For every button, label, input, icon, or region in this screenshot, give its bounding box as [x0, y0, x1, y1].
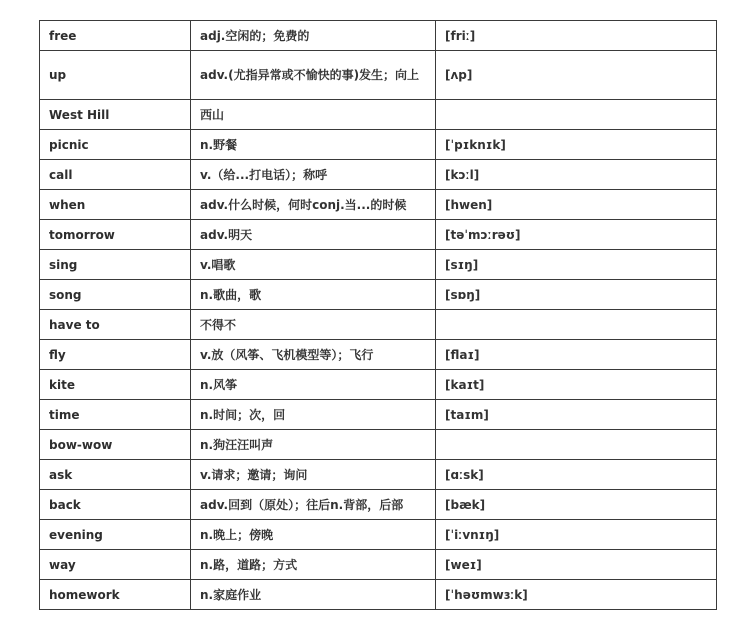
word-cell: sing [40, 250, 191, 280]
table-row [40, 340, 717, 370]
table-row [40, 550, 717, 580]
meaning-cell: v.放（风筝、飞机模型等）；飞行 [191, 340, 436, 370]
table-row [40, 250, 717, 280]
meaning-cell: 不得不 [191, 310, 436, 340]
word-cell: have to [40, 310, 191, 340]
word-cell: up [40, 51, 191, 100]
phonetic-cell [436, 430, 717, 460]
table-row [40, 100, 717, 130]
table-row [40, 220, 717, 250]
meaning-cell: v.唱歌 [191, 250, 436, 280]
table-row [40, 460, 717, 490]
meaning-cell: n.晚上；傍晚 [191, 520, 436, 550]
meaning-cell: adj.空闲的；免费的 [191, 21, 436, 51]
phonetic-cell: [kaɪt] [436, 370, 717, 400]
meaning-cell: 西山 [191, 100, 436, 130]
table-row [40, 130, 717, 160]
phonetic-cell: [sɪŋ] [436, 250, 717, 280]
table-row [40, 520, 717, 550]
meaning-cell: n.路，道路；方式 [191, 550, 436, 580]
word-cell: free [40, 21, 191, 51]
word-cell: way [40, 550, 191, 580]
vocabulary-table [39, 20, 717, 610]
word-cell: tomorrow [40, 220, 191, 250]
word-cell: West Hill [40, 100, 191, 130]
table-row [40, 310, 717, 340]
meaning-cell: adv.回到（原处）；往后n.背部，后部 [191, 490, 436, 520]
table-row [40, 370, 717, 400]
table-row [40, 190, 717, 220]
word-cell: picnic [40, 130, 191, 160]
phonetic-cell: [sɒŋ] [436, 280, 717, 310]
meaning-cell: n.狗汪汪叫声 [191, 430, 436, 460]
table-row [40, 430, 717, 460]
word-cell: back [40, 490, 191, 520]
phonetic-cell: [taɪm] [436, 400, 717, 430]
phonetic-cell: [hwen] [436, 190, 717, 220]
phonetic-cell [436, 100, 717, 130]
meaning-cell: adv.什么时候，何时conj.当...的时候 [191, 190, 436, 220]
meaning-cell: n.野餐 [191, 130, 436, 160]
word-cell: homework [40, 580, 191, 610]
phonetic-cell [436, 310, 717, 340]
phonetic-cell: [ɑːsk] [436, 460, 717, 490]
meaning-cell: v.请求；邀请；询问 [191, 460, 436, 490]
table-row [40, 580, 717, 610]
table-row [40, 160, 717, 190]
phonetic-cell: [bæk] [436, 490, 717, 520]
word-cell: bow-wow [40, 430, 191, 460]
table-row [40, 400, 717, 430]
phonetic-cell: [flaɪ] [436, 340, 717, 370]
table-row [40, 280, 717, 310]
meaning-cell: v.（给...打电话）；称呼 [191, 160, 436, 190]
word-cell: song [40, 280, 191, 310]
phonetic-cell: [weɪ] [436, 550, 717, 580]
word-cell: time [40, 400, 191, 430]
meaning-cell: adv.(尤指异常或不愉快的事)发生；向上 [191, 51, 436, 100]
meaning-cell: n.时间；次，回 [191, 400, 436, 430]
meaning-cell: n.风筝 [191, 370, 436, 400]
word-cell: ask [40, 460, 191, 490]
table-row [40, 490, 717, 520]
phonetic-cell: [friː] [436, 21, 717, 51]
phonetic-cell: [ˈhəʊmwɜːk] [436, 580, 717, 610]
meaning-cell: n.歌曲，歌 [191, 280, 436, 310]
table-row [40, 21, 717, 51]
phonetic-cell: [kɔːl] [436, 160, 717, 190]
phonetic-cell: [ˈiːvnɪŋ] [436, 520, 717, 550]
word-cell: kite [40, 370, 191, 400]
word-cell: evening [40, 520, 191, 550]
phonetic-cell: [təˈmɔːrəʊ] [436, 220, 717, 250]
word-cell: call [40, 160, 191, 190]
meaning-cell: n.家庭作业 [191, 580, 436, 610]
word-cell: fly [40, 340, 191, 370]
meaning-cell: adv.明天 [191, 220, 436, 250]
table-row [40, 51, 717, 100]
word-cell: when [40, 190, 191, 220]
phonetic-cell: [ˈpɪknɪk] [436, 130, 717, 160]
phonetic-cell: [ʌp] [436, 51, 717, 100]
